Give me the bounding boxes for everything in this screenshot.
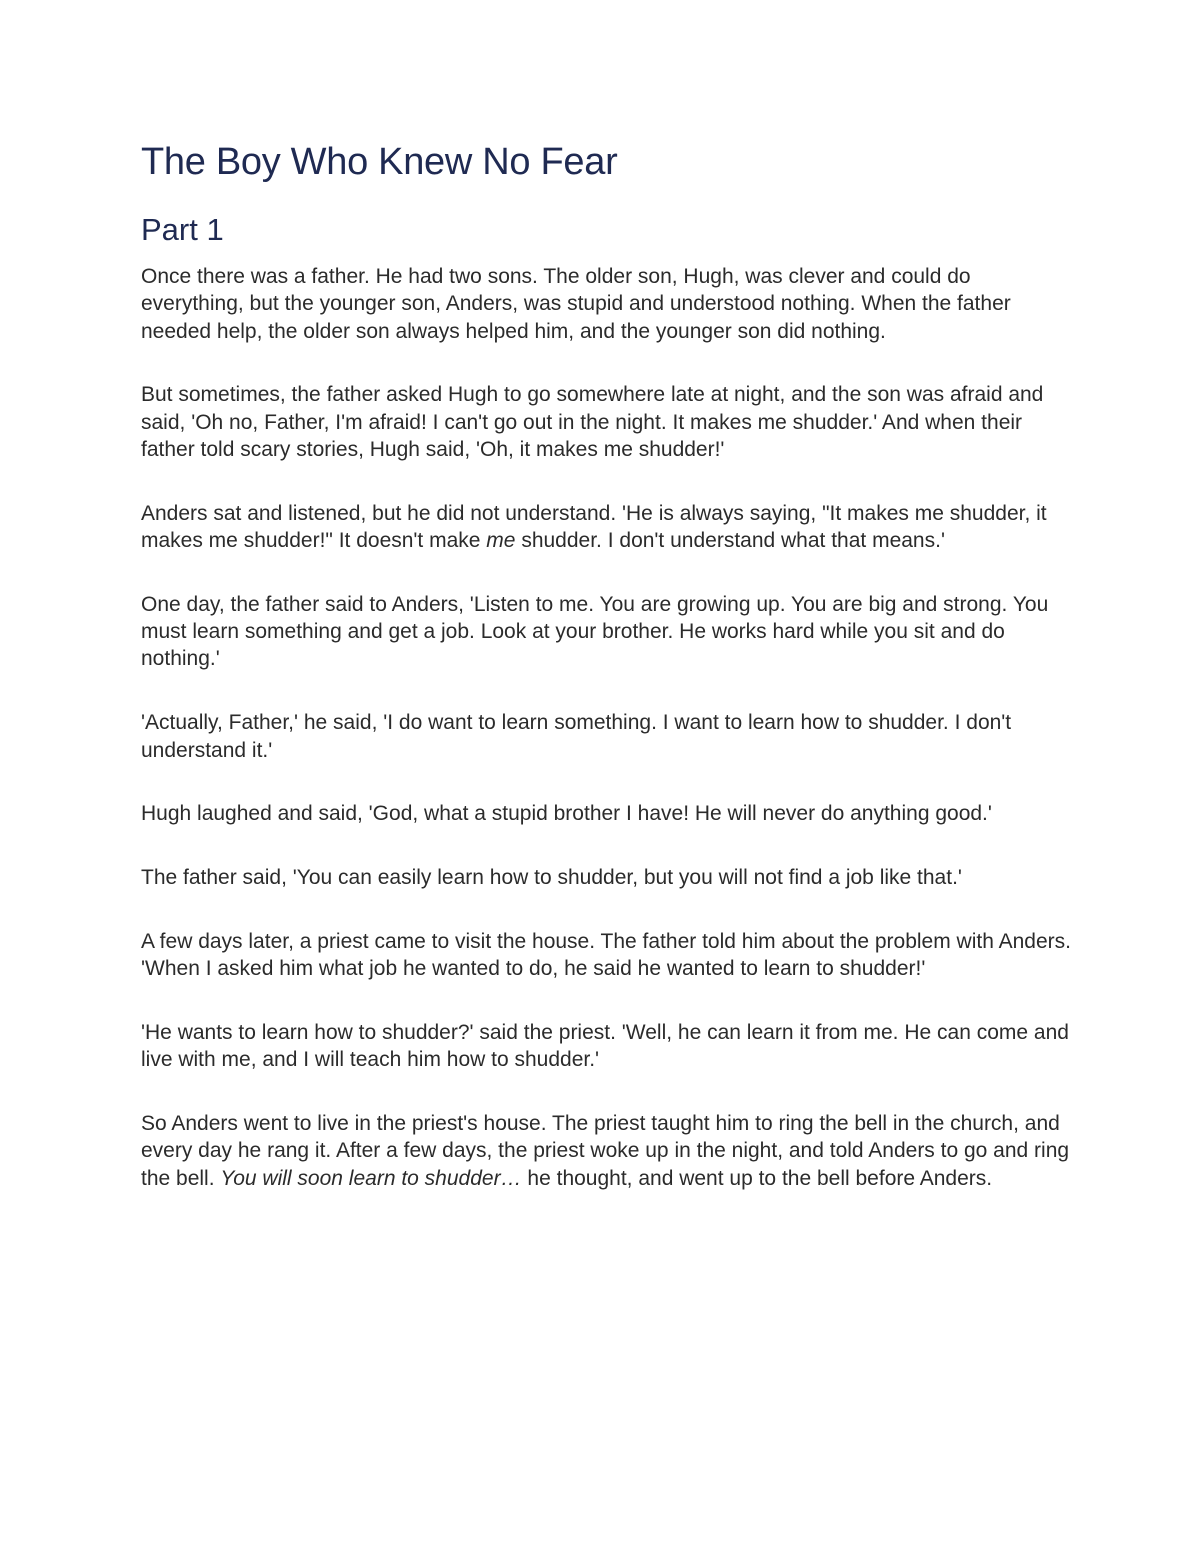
paragraph-7: The father said, 'You can easily learn how to shudder, but you will not find a job like that.' bbox=[141, 866, 962, 890]
paragraph-10-emphasis: You will soon learn to shudder… bbox=[220, 1166, 522, 1190]
paragraph-3 bbox=[141, 500, 1071, 555]
paragraph-5: 'Actually, Father,' he said, 'I do want to learn something. I want to learn how to shudder. I don't understand it.' bbox=[141, 711, 1012, 762]
paragraph-1: Once there was a father. He had two sons. The older son, Hugh, was clever and could do everything, but the younger son, Anders, was stupid and understood nothing. When the father needed help, the older son always helped him, and the younger son did nothing. bbox=[141, 265, 1011, 343]
paragraph-6: Hugh laughed and said, 'God, what a stupid brother I have! He will never do anything good.' bbox=[141, 802, 992, 826]
paragraph-3-emphasis: me bbox=[486, 529, 516, 553]
paragraph-2: But sometimes, the father asked Hugh to go somewhere late at night, and the son was afraid and said, 'Oh no, Father, I'm afraid! I can't go out in the night. It makes me shudder.' And when their father told scary stories, Hugh said, 'Oh, it makes me shudder!' bbox=[141, 383, 1044, 461]
paragraph-3-text-after: shudder. I don't understand what that means.' bbox=[515, 529, 945, 553]
paragraph-10-text-after: he thought, and went up to the bell before Anders. bbox=[521, 1166, 993, 1190]
paragraph-8: A few days later, a priest came to visit the house. The father told him about the problem with Anders. 'When I asked him what job he wanted to do, he said he wanted to learn to shudder!' bbox=[141, 929, 1071, 981]
paragraph-4: One day, the father said to Anders, 'Listen to me. You are growing up. You are big and strong. You must learn something and get a job. Look at your brother. He works hard while you sit and do nothing.' bbox=[141, 592, 1049, 671]
paragraph-10 bbox=[141, 1110, 1071, 1192]
document-title: The Boy Who Knew No Fear bbox=[141, 141, 618, 183]
document-page bbox=[141, 136, 1071, 1192]
paragraph-9: 'He wants to learn how to shudder?' said the priest. 'Well, he can learn it from me. He can come and live with me, and I will teach him how to shudder.' bbox=[141, 1021, 1069, 1072]
paragraph-3-text-before: Anders sat and listened, but he did not understand. 'He is always saying, "It makes me shudder, it makes me shudder!" It doesn't make bbox=[141, 501, 1047, 553]
paragraph-10-text-before: So Anders went to live in the priest's house. The priest taught him to ring the bell in the church, and every day he rang it. After a few days, the priest woke up in the night, and told Anders to go and ring the bell. bbox=[141, 1112, 1070, 1190]
part-heading: Part 1 bbox=[141, 212, 224, 247]
